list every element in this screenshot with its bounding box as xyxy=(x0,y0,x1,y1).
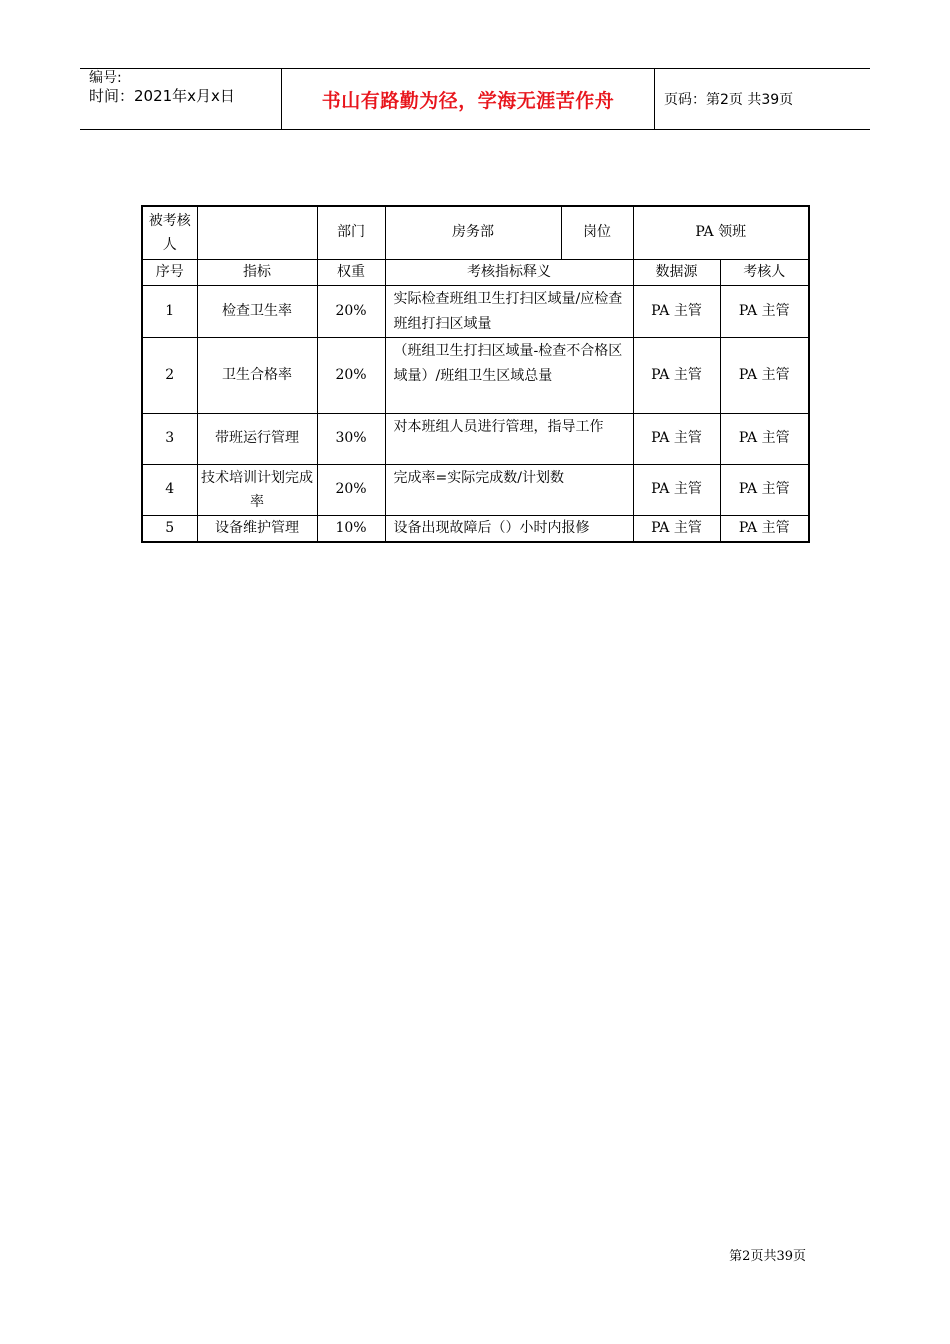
row-weight: 20% xyxy=(317,285,385,337)
header-motto-cell xyxy=(282,69,655,129)
row-source: PA 主管 xyxy=(633,515,720,542)
row-definition: 对本班组人员进行管理，指导工作 xyxy=(385,413,633,464)
row-assessor: PA 主管 xyxy=(720,464,809,515)
col-header-definition: 考核指标释义 xyxy=(385,259,633,285)
row-indicator: 设备维护管理 xyxy=(197,515,317,542)
col-header-source: 数据源 xyxy=(633,259,720,285)
row-assessor: PA 主管 xyxy=(720,337,809,413)
row-weight: 30% xyxy=(317,413,385,464)
col-header-weight: 权重 xyxy=(317,259,385,285)
kpi-table xyxy=(141,205,810,543)
row-indicator: 检查卫生率 xyxy=(197,285,317,337)
post-label: 岗位 xyxy=(561,206,633,259)
row-weight: 10% xyxy=(317,515,385,542)
post-value: PA 领班 xyxy=(633,206,809,259)
row-assessor: PA 主管 xyxy=(720,413,809,464)
table-row xyxy=(142,515,809,542)
assessee-value xyxy=(197,206,317,259)
page-footer: 第2页共39页 xyxy=(729,1249,806,1264)
row-indicator: 卫生合格率 xyxy=(197,337,317,413)
assessee-label: 被考核人 xyxy=(142,206,197,259)
row-seq: 3 xyxy=(142,413,197,464)
document-number-label: 编号: xyxy=(89,70,122,86)
header-left-cell xyxy=(80,69,282,129)
header-page-code: 页码：第2页 共39页 xyxy=(664,92,794,108)
row-source: PA 主管 xyxy=(633,285,720,337)
info-row xyxy=(142,206,809,259)
row-seq: 5 xyxy=(142,515,197,542)
dept-value: 房务部 xyxy=(385,206,561,259)
row-indicator: 带班运行管理 xyxy=(197,413,317,464)
row-source: PA 主管 xyxy=(633,413,720,464)
column-header-row xyxy=(142,259,809,285)
row-weight: 20% xyxy=(317,337,385,413)
row-assessor: PA 主管 xyxy=(720,515,809,542)
col-header-seq: 序号 xyxy=(142,259,197,285)
row-definition: 实际检查班组卫生打扫区域量/应检查班组打扫区域量 xyxy=(385,285,633,337)
table-row xyxy=(142,285,809,337)
table-row xyxy=(142,413,809,464)
row-source: PA 主管 xyxy=(633,464,720,515)
dept-label: 部门 xyxy=(317,206,385,259)
row-source: PA 主管 xyxy=(633,337,720,413)
row-definition: 完成率=实际完成数/计划数 xyxy=(385,464,633,515)
page-header xyxy=(80,68,870,130)
row-weight: 20% xyxy=(317,464,385,515)
col-header-indicator: 指标 xyxy=(197,259,317,285)
table-row xyxy=(142,337,809,413)
row-seq: 4 xyxy=(142,464,197,515)
row-assessor: PA 主管 xyxy=(720,285,809,337)
header-right-cell xyxy=(655,69,870,129)
document-time-label: 时间：2021年x月x日 xyxy=(89,87,235,105)
header-motto: 书山有路勤为径，学海无涯苦作舟 xyxy=(321,90,615,112)
row-seq: 1 xyxy=(142,285,197,337)
row-definition: （班组卫生打扫区域量-检查不合格区域量）/班组卫生区域总量 xyxy=(385,337,633,413)
col-header-assessor: 考核人 xyxy=(720,259,809,285)
row-seq: 2 xyxy=(142,337,197,413)
row-indicator: 技术培训计划完成率 xyxy=(197,464,317,515)
table-row xyxy=(142,464,809,515)
row-definition: 设备出现故障后（）小时内报修 xyxy=(385,515,633,542)
